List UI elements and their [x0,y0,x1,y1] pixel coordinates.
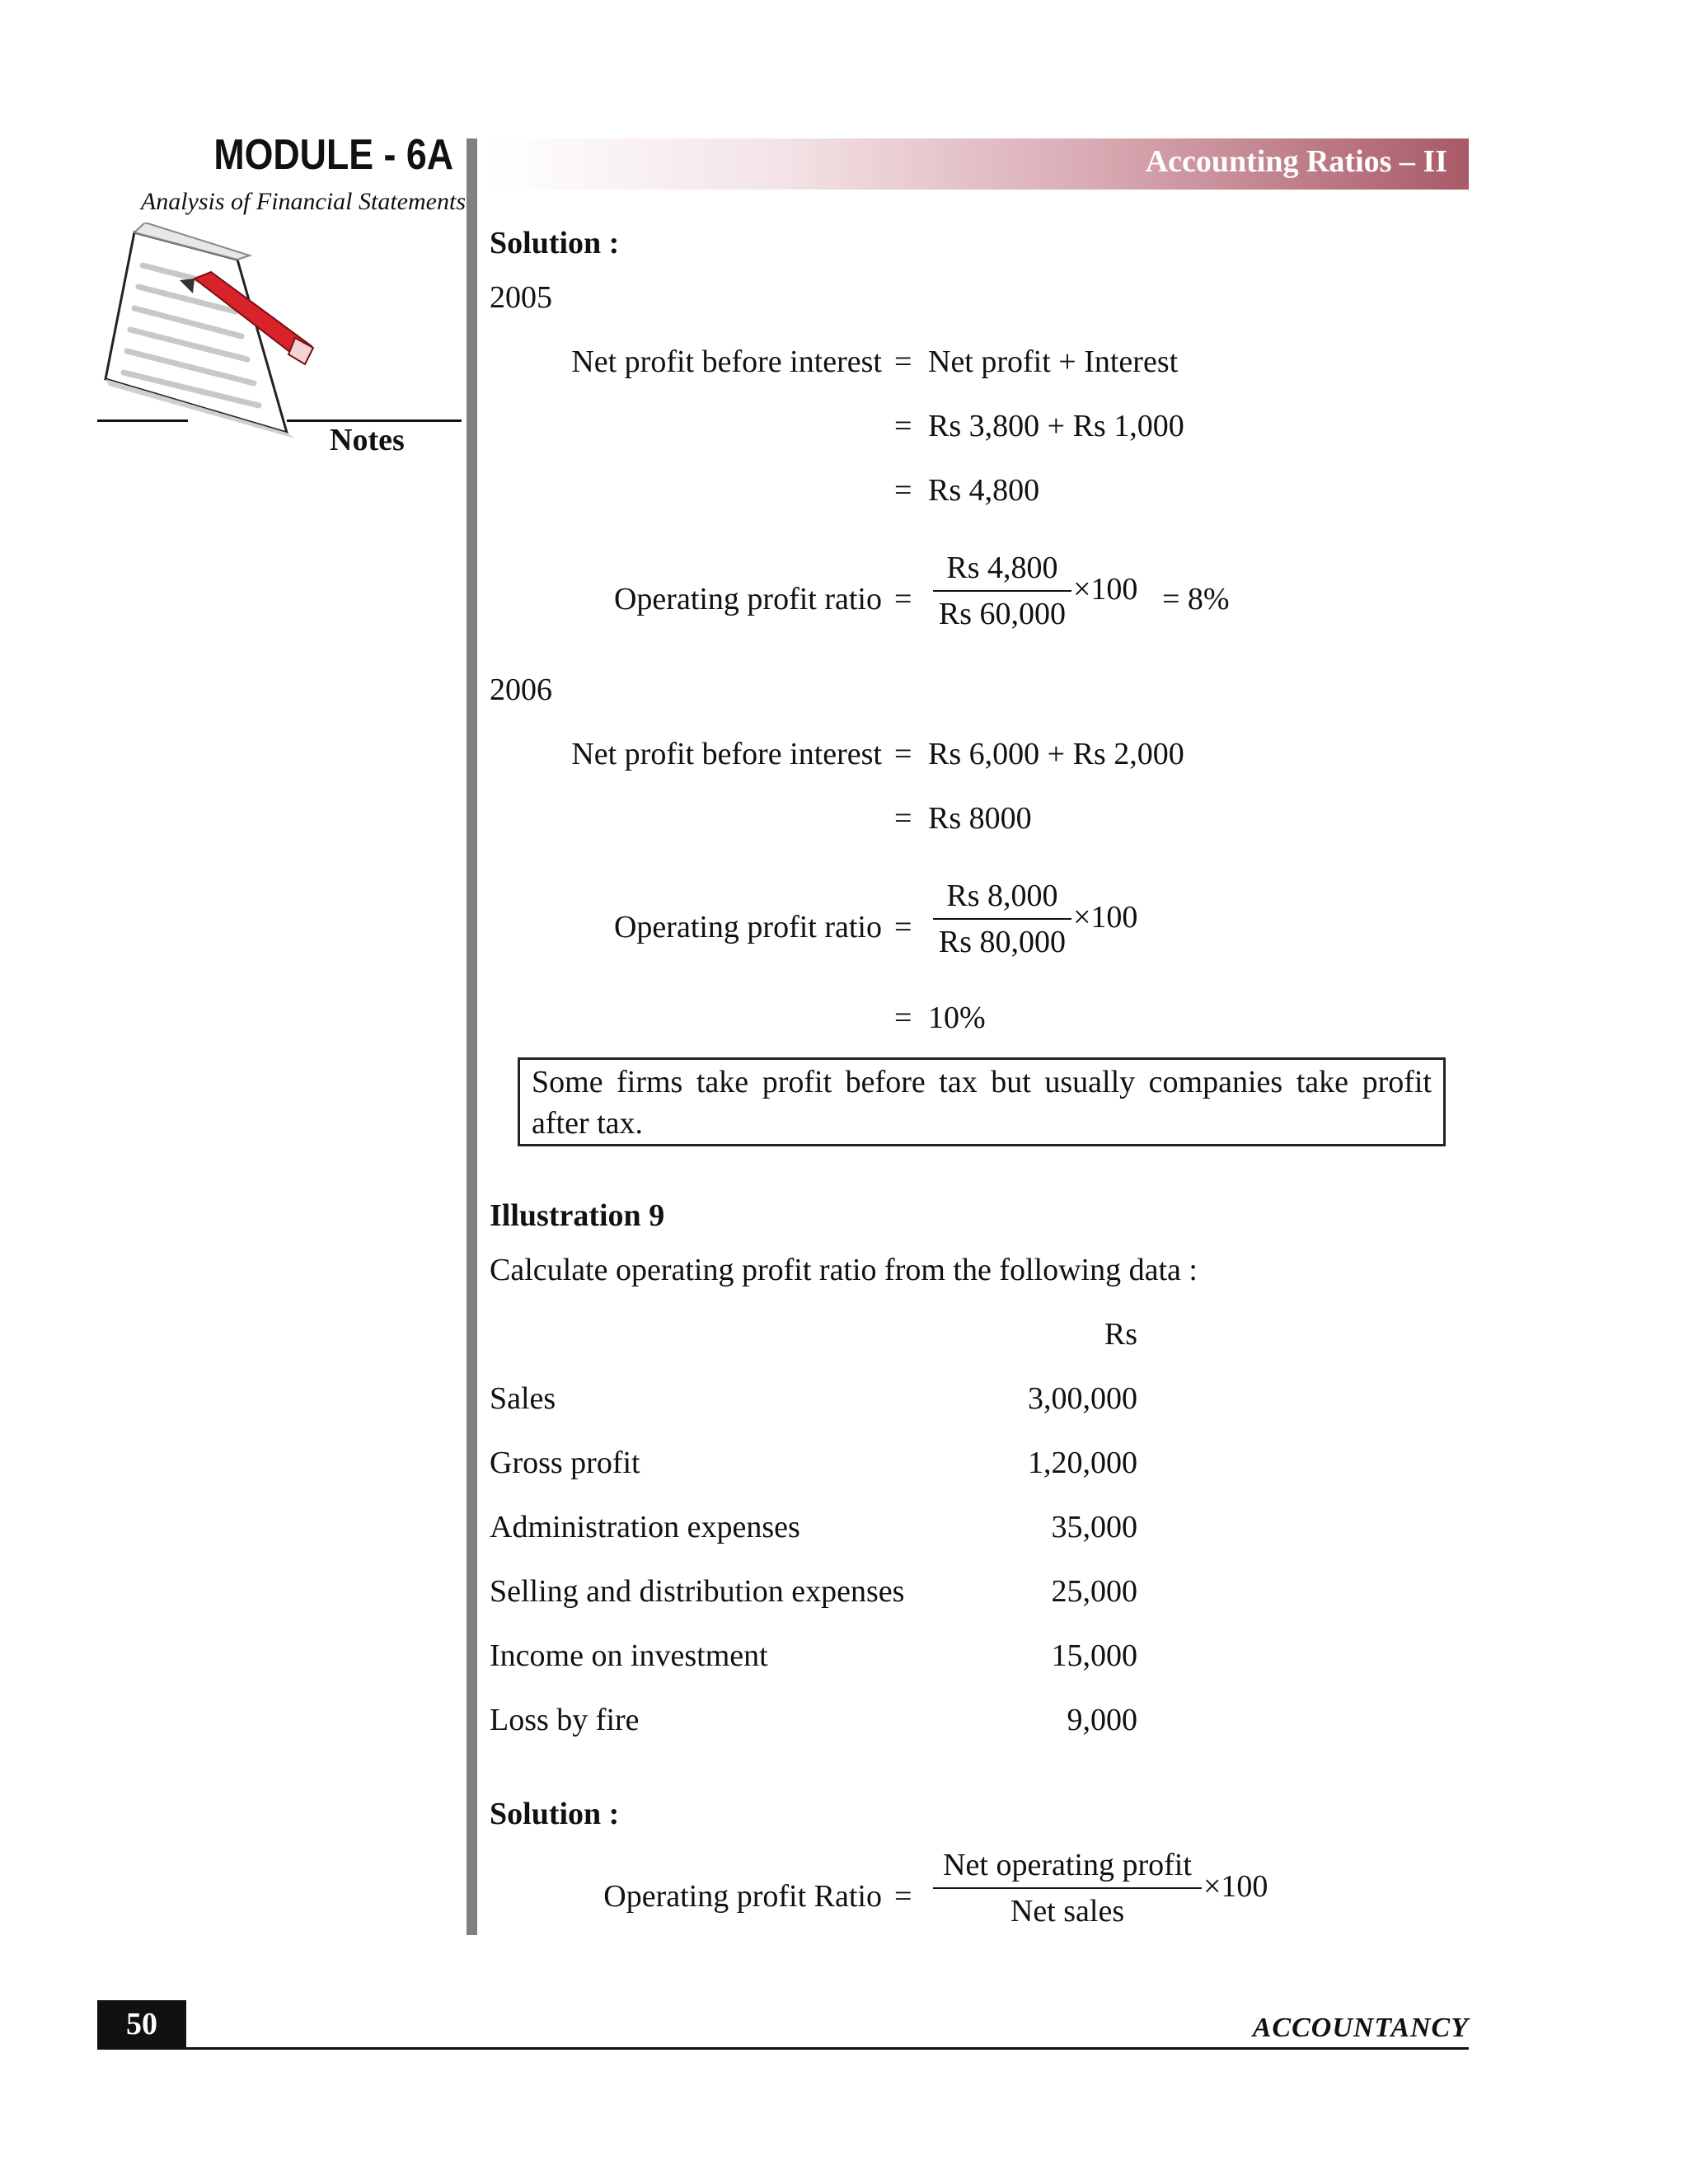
notes-pencil-icon [97,223,328,462]
data-row-value: 15,000 [1051,1638,1137,1673]
opr-result-2006: 10% [928,1001,986,1035]
chapter-header-band [488,138,1469,190]
data-row-label: Gross profit [490,1446,640,1480]
npbi-values-2005: Rs 3,800 + Rs 1,000 [928,409,1184,443]
opr-label-2005: Operating profit ratio [613,582,882,616]
data-row-label: Selling and distribution expenses [490,1574,905,1609]
opr-fraction-2005 [933,552,1071,630]
npbi-label-2005: Net profit before interest [571,344,882,379]
equals-sign: = [894,801,912,836]
equals-sign: = [894,582,912,616]
data-row-value: 3,00,000 [1028,1381,1137,1416]
data-row-label: Income on investment [490,1638,768,1673]
fraction-numerator: Rs 4,800 [933,552,1071,592]
year-label-2006: 2006 [490,673,552,707]
data-row-value: 25,000 [1051,1574,1137,1609]
footer-rule [97,2047,1469,2050]
multiplier: ×100 [1073,572,1138,607]
footer-book-title: ACCOUNTANCY [1252,2013,1469,2043]
equals-sign: = [894,344,912,379]
opr-fraction-2006 [933,880,1071,958]
data-row-value: 9,000 [1067,1703,1137,1737]
currency-header: Rs [1104,1317,1137,1352]
note-line: Some firms take profit before tax but usually companies take profit [532,1065,1432,1099]
fraction-numerator: Net operating profit [933,1849,1202,1889]
note-box [518,1057,1446,1146]
notes-rule [97,419,188,422]
year-label-2005: 2005 [490,280,552,315]
opr-formula-label: Operating profit Ratio [603,1879,882,1914]
opr-result-2005: = 8% [1162,582,1230,616]
data-row-label: Administration expenses [490,1510,800,1544]
fraction-denominator: Net sales [1010,1894,1125,1929]
margin-divider [467,138,477,1935]
npbi-formula-2005: Net profit + Interest [928,344,1179,379]
equals-sign: = [894,473,912,508]
data-row-value: 35,000 [1051,1510,1137,1544]
npbi-values-2006: Rs 6,000 + Rs 2,000 [928,737,1184,771]
notes-label: Notes [330,423,405,457]
module-subtitle: Analysis of Financial Statements [140,188,466,215]
data-row-label: Sales [490,1381,556,1416]
npbi-label-2006: Net profit before interest [571,737,882,771]
fraction-numerator: Rs 8,000 [933,880,1071,920]
npbi-result-2005: Rs 4,800 [928,473,1040,508]
equals-sign: = [894,910,912,944]
multiplier: ×100 [1073,900,1138,935]
illustration-prompt: Calculate operating profit ratio from the following data : [490,1253,1198,1287]
equals-sign: = [894,409,912,443]
fraction-denominator: Rs 80,000 [938,925,1067,959]
page-number: 50 [97,2000,186,2048]
opr-label-2006: Operating profit ratio [613,910,882,944]
illustration-heading: Illustration 9 [490,1198,665,1233]
equals-sign: = [894,737,912,771]
multiplier: ×100 [1203,1869,1268,1904]
fraction-denominator: Rs 60,000 [938,597,1067,631]
npbi-result-2006: Rs 8000 [928,801,1032,836]
note-line: after tax. [532,1106,644,1141]
equals-sign: = [894,1879,912,1914]
data-row-value: 1,20,000 [1028,1446,1137,1480]
solution-heading: Solution : [490,1797,620,1831]
opr-formula-fraction [933,1849,1202,1927]
data-row-label: Loss by fire [490,1703,640,1737]
equals-sign: = [894,1001,912,1035]
solution-heading: Solution : [490,226,620,260]
module-title: MODULE - 6A [213,131,453,179]
chapter-title: Accounting Ratios – II [1145,144,1447,179]
